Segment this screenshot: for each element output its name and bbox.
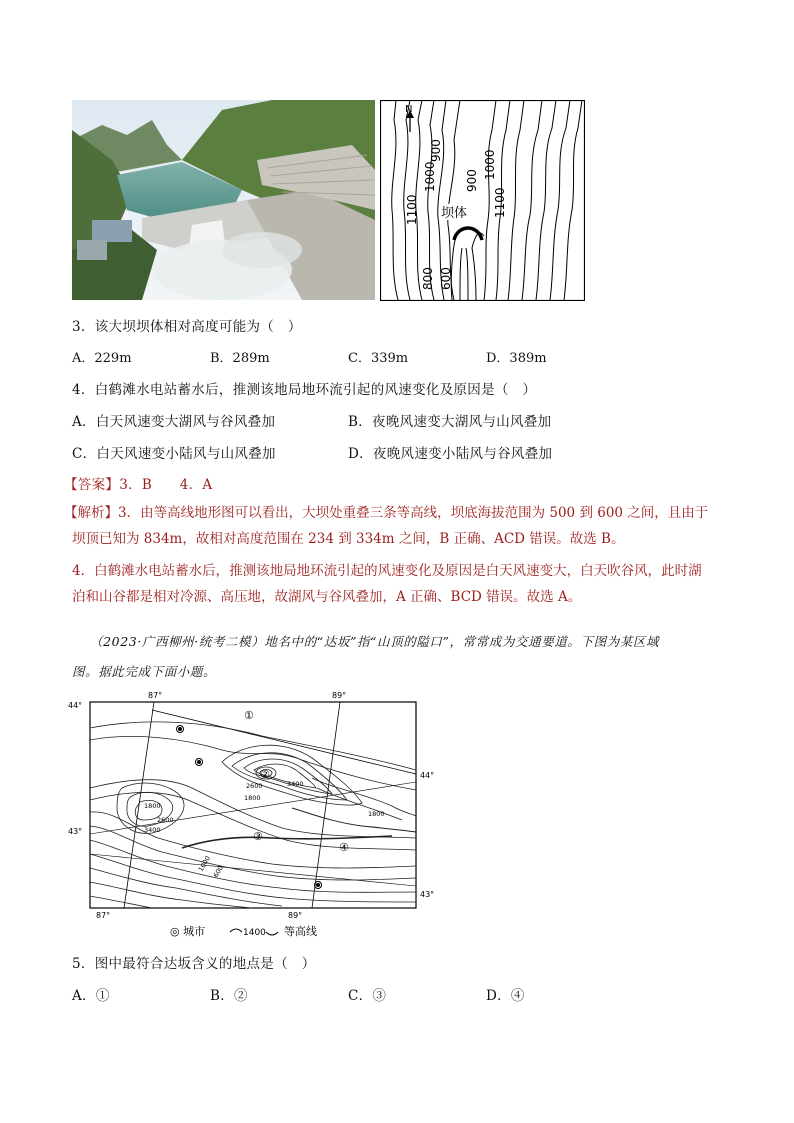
- map-point-2: ②: [260, 768, 270, 781]
- analysis-line-3: 4．白鹤滩水电站蓄水后，推测该地局地环流引起的风速变化及原因是白天风速变大，白天吹谷风，此时湖: [72, 563, 702, 579]
- legend-contour-value: 1400: [243, 928, 266, 938]
- dam-photo-illustration: [72, 100, 375, 300]
- legend-contour-text: 等高线: [284, 925, 317, 938]
- q5-option-a: A．①: [72, 988, 110, 1004]
- analysis-line-4: 泊和山谷都是相对冷源、高压地，故湖风与谷风叠加，A 正确、BCD 错误。故选 A。: [72, 589, 582, 605]
- answer-block: [64, 473, 212, 493]
- map-legend: [170, 924, 317, 938]
- q4-option-c: C．白天风速变小陆风与山风叠加: [72, 446, 276, 462]
- contour-label: 1000: [423, 161, 437, 192]
- dam-photo: [72, 100, 375, 300]
- lon-label-bottom-89: 89°: [288, 911, 303, 920]
- q5-option-d: D．④: [486, 988, 525, 1004]
- analysis-tag: 【解析】: [64, 505, 118, 521]
- map-point-1: ①: [244, 709, 254, 722]
- q4-option-b: B．夜晚风速变大湖风与山风叠加: [348, 414, 552, 430]
- intro-line-1: （2023·广西柳州·统考二模）地名中的“达坂”指“山顶的隘口”，常常成为交通要道。下图为某区域: [90, 634, 660, 649]
- map-point-3: ③: [253, 830, 263, 843]
- contour-label: 1000: [483, 149, 497, 180]
- q5-option-c: C．③: [348, 988, 387, 1004]
- q4-option-a: A．白天风速变大湖风与谷风叠加: [72, 414, 276, 430]
- lon-label-top-89: 89°: [332, 691, 347, 700]
- dam-label: 坝体: [441, 206, 468, 221]
- q3-option-b: B．289m: [210, 351, 270, 366]
- dam-contour-svg: [380, 100, 585, 301]
- lon-label-bottom-87: 87°: [96, 911, 111, 920]
- answer-text: 3．B 4．A: [119, 477, 213, 493]
- map-contour-label: 2600: [157, 816, 174, 824]
- region-map: [62, 688, 442, 938]
- contour-label: 900: [429, 139, 443, 162]
- q3-stem: 3．该大坝坝体相对高度可能为（ ）: [72, 319, 302, 335]
- map-contour-label: 600: [211, 864, 225, 879]
- north-label: N: [405, 104, 413, 115]
- q3-option-c: C．339m: [348, 351, 409, 366]
- dam-contour-map: [380, 100, 585, 301]
- q4-option-d: D．夜晚风速变小陆风与谷风叠加: [348, 446, 553, 462]
- map-contour-label: 1800: [368, 810, 385, 818]
- legend-city: ◎ 城市: [170, 925, 206, 938]
- lat-label-left-43: 43°: [68, 827, 83, 836]
- map-contour-label: 2600: [246, 782, 263, 790]
- region-map-svg: [62, 688, 442, 938]
- map-contour-label: 3400: [287, 780, 304, 788]
- contour-label: 800: [421, 267, 435, 290]
- contour-label: 600: [439, 267, 453, 290]
- q5-stem: 5．图中最符合达坂含义的地点是（ ）: [72, 956, 316, 972]
- map-point-4: ④: [339, 841, 349, 854]
- q3-option-d: D．389m: [486, 351, 547, 366]
- map-contour-label: 1800: [144, 802, 161, 810]
- analysis-line-2: 坝顶已知为 834m，故相对高度范围在 234 到 334m 之间，B 正确、ACD 错误。故选 B。: [72, 531, 625, 547]
- lat-label-right-44: 44°: [420, 771, 435, 780]
- q3-option-a: A．229m: [72, 351, 132, 366]
- analysis-line-1: 【解析】3．由等高线地形图可以看出，大坝处重叠三条等高线，坝底海拔范围为 500 到 600 之间，且由于: [64, 505, 709, 521]
- map-contour-label: 1000: [196, 854, 213, 873]
- lat-label-right-43: 43°: [420, 890, 435, 899]
- contour-label: 1100: [493, 187, 507, 218]
- contour-label: 1100: [405, 194, 419, 225]
- map-contour-label: 1800: [244, 794, 261, 802]
- analysis-block: [64, 500, 734, 610]
- answer-tag: 【答案】: [64, 477, 120, 493]
- contour-label: 900: [465, 169, 479, 192]
- map-contour-label: 3400: [144, 826, 161, 834]
- lat-label-left-44: 44°: [68, 701, 83, 710]
- intro-line-2: 图。据此完成下面小题。: [72, 664, 217, 679]
- q5-option-b: B．②: [210, 988, 248, 1004]
- lon-label-top-87: 87°: [148, 691, 163, 700]
- q4-stem: 4．白鹤滩水电站蓄水后，推测该地局地环流引起的风速变化及原因是（ ）: [72, 382, 537, 398]
